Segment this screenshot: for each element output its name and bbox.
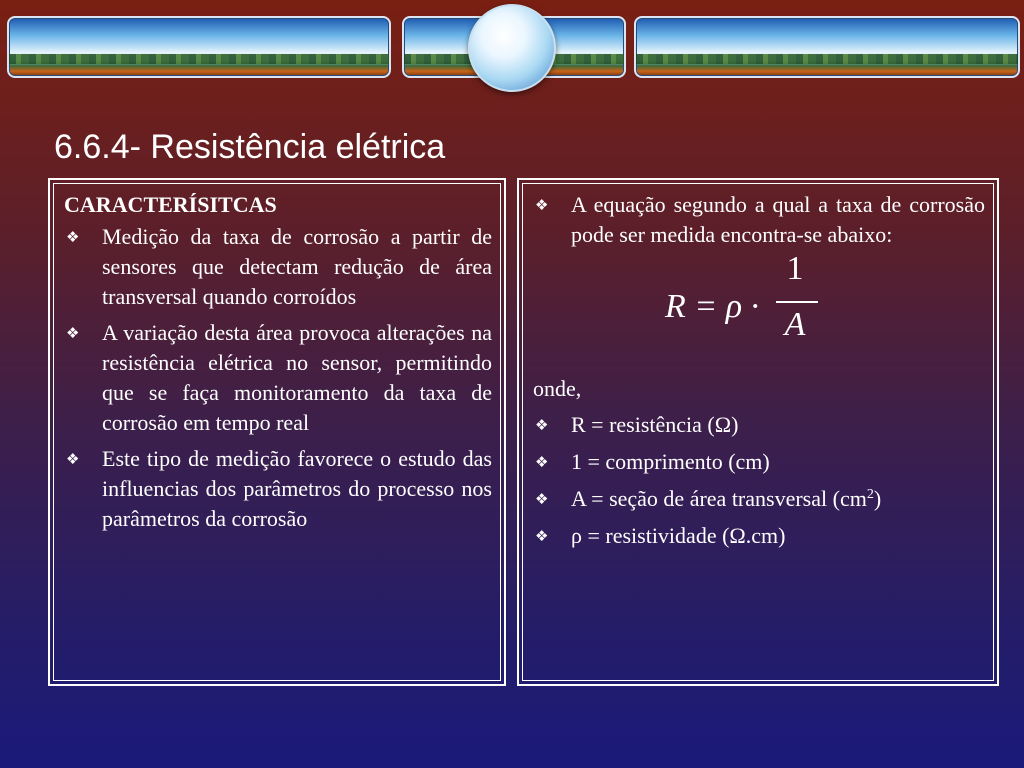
definition-length: 1 = comprimento (cm) [571, 449, 770, 474]
resistance-formula [533, 250, 985, 374]
globe-icon [468, 4, 556, 92]
formula-lhs: R = ρ · [665, 288, 760, 325]
definition-resistivity: ρ = resistividade (Ω.cm) [571, 523, 786, 548]
list-item [64, 222, 492, 312]
list-item [64, 318, 492, 438]
list-item [533, 410, 985, 440]
definition-area-exponent: 2 [866, 487, 874, 502]
formula-denominator: A [784, 306, 806, 343]
diamond-bullet-icon: ❖ [535, 453, 549, 471]
diamond-bullet-icon: ❖ [535, 196, 549, 214]
list-item [533, 190, 985, 250]
right-panel [517, 178, 999, 686]
definition-area-close: ) [873, 486, 882, 511]
left-panel [48, 178, 506, 686]
definition-resistance: R = resistência (Ω) [571, 412, 739, 437]
diamond-bullet-icon: ❖ [535, 490, 549, 508]
list-item-text: Medição da taxa de corrosão a partir de sensores que detectam redução de área transversal quando corroídos [102, 224, 492, 309]
list-item [533, 521, 985, 551]
characteristics-heading: CARACTERÍSITCAS [64, 192, 277, 217]
list-item [64, 444, 492, 534]
diamond-bullet-icon: ❖ [66, 324, 80, 342]
equation-intro-text: A equação segundo a qual a taxa de corrosão pode ser medida encontra-se abaixo: [571, 192, 985, 247]
list-item [533, 484, 985, 514]
characteristics-list [64, 222, 492, 534]
diamond-bullet-icon: ❖ [66, 228, 80, 246]
formula-numerator: 1 [786, 250, 804, 287]
definition-area-text: A = seção de área transversal (cm [571, 486, 867, 511]
diamond-bullet-icon: ❖ [66, 450, 80, 468]
fraction-bar [776, 301, 818, 303]
header-banner-right [634, 16, 1020, 78]
diamond-bullet-icon: ❖ [535, 527, 549, 545]
diamond-bullet-icon: ❖ [535, 416, 549, 434]
equation-intro-list [533, 190, 985, 250]
list-item [533, 447, 985, 477]
slide-title: 6.6.4- Resistência elétrica [54, 128, 446, 166]
onde-label: onde, [533, 376, 582, 401]
definitions-list [533, 410, 985, 551]
header-banner-left [7, 16, 391, 78]
list-item-text: Este tipo de medição favorece o estudo das influencias dos parâmetros do processo nos parâmetros da corrosão [102, 446, 492, 531]
list-item-text: A variação desta área provoca alterações na resistência elétrica no sensor, permitindo que se faça monitoramento da taxa de corrosão em tempo real [102, 320, 492, 435]
definition-area [571, 486, 881, 511]
